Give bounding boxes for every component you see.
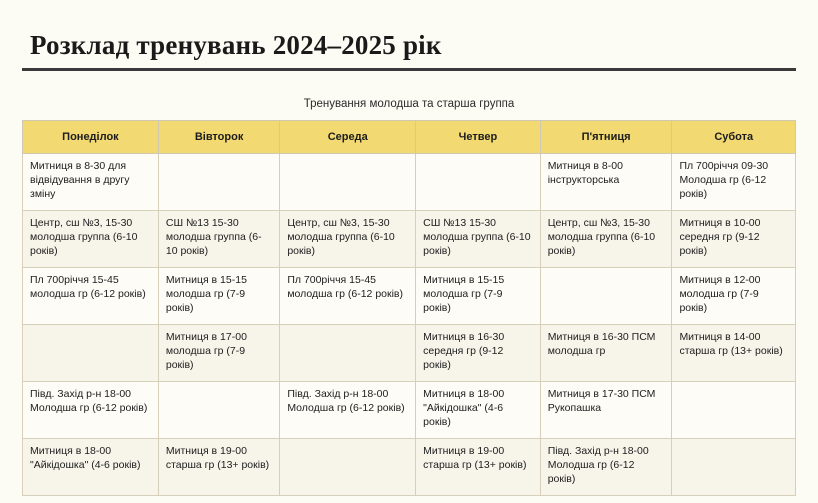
schedule-cell <box>416 268 541 325</box>
column-header-friday: П'ятниця <box>540 121 672 154</box>
cell-text: Центр, сш №3, 15-30 молодша группа (6-10 років) <box>287 217 395 257</box>
schedule-cell <box>23 268 159 325</box>
schedule-cell <box>416 211 541 268</box>
table-header <box>23 121 796 154</box>
table-row <box>23 154 796 211</box>
table-row <box>23 439 796 496</box>
schedule-cell <box>672 154 796 211</box>
cell-text: Митниця в 14-00 старша гр (13+ років) <box>679 331 783 357</box>
schedule-cell <box>672 439 796 496</box>
column-header-thursday: Четвер <box>416 121 541 154</box>
table-row <box>23 268 796 325</box>
column-header-tuesday: Вівторок <box>158 121 279 154</box>
title-divider <box>22 68 796 71</box>
cell-text: Митниця в 16-30 ПСМ молодша гр <box>547 331 656 357</box>
page-title: Розклад тренувань 2024–2025 рік <box>30 30 442 60</box>
cell-text: Центр, сш №3, 15-30 молодша группа (6-10 років) <box>547 217 656 257</box>
schedule-cell <box>23 325 159 382</box>
column-header-saturday: Субота <box>672 121 796 154</box>
schedule-cell <box>280 382 416 439</box>
schedule-cell <box>158 154 279 211</box>
cell-text: Пл 700річчя 09-30 Молодша гр (6-12 років) <box>679 160 769 200</box>
cell-text: Півд. Захід р-н 18-00 Молодша гр (6-12 років) <box>287 388 405 414</box>
schedule-cell <box>280 439 416 496</box>
schedule-cell <box>158 268 279 325</box>
table-row <box>23 325 796 382</box>
cell-text: Митниця в 16-30 середня гр (9-12 років) <box>423 331 505 371</box>
schedule-cell <box>672 325 796 382</box>
cell-text: Митниця в 8-30 для відвідування в другу зміну <box>30 160 130 200</box>
schedule-cell <box>280 211 416 268</box>
cell-text: Митниця в 19-00 старша гр (13+ років) <box>165 445 270 471</box>
schedule-cell <box>280 154 416 211</box>
schedule-cell <box>540 268 672 325</box>
schedule-cell <box>672 382 796 439</box>
schedule-cell <box>416 154 541 211</box>
schedule-subtitle: Тренування молодша та старша группа <box>303 98 515 110</box>
schedule-cell <box>416 325 541 382</box>
table-row <box>23 382 796 439</box>
schedule-cell <box>540 382 672 439</box>
cell-text: Митниця в 15-15 молодша гр (7-9 років) <box>165 274 247 314</box>
schedule-cell <box>280 268 416 325</box>
schedule-cell <box>23 211 159 268</box>
schedule-cell <box>540 211 672 268</box>
schedule-cell <box>158 439 279 496</box>
schedule-table <box>22 120 796 496</box>
schedule-cell <box>416 382 541 439</box>
schedule-cell <box>540 325 672 382</box>
cell-text: Митниця в 8-00 інструкторська <box>547 160 623 186</box>
cell-text: Митниця в 19-00 старша гр (13+ років) <box>423 445 527 471</box>
cell-text: Пл 700річчя 15-45 молодша гр (6-12 років) <box>30 274 146 300</box>
cell-text: Митниця в 12-00 молодша гр (7-9 років) <box>679 274 761 314</box>
schedule-cell <box>540 439 672 496</box>
schedule-cell <box>158 382 279 439</box>
schedule-cell <box>540 154 672 211</box>
cell-text: Півд. Захід р-н 18-00 Молодша гр (6-12 років) <box>547 445 649 485</box>
cell-text: СШ №13 15-30 молодша группа (6-10 років) <box>165 217 262 257</box>
table-row <box>23 211 796 268</box>
schedule-cell <box>672 211 796 268</box>
schedule-cell <box>23 154 159 211</box>
column-header-monday: Понеділок <box>23 121 159 154</box>
cell-text: Митниця в 17-30 ПСМ Рукопашка <box>547 388 656 414</box>
cell-text: Митниця в 15-15 молодша гр (7-9 років) <box>423 274 505 314</box>
title-block <box>22 0 796 71</box>
schedule-cell <box>23 439 159 496</box>
cell-text: Митниця в 17-00 молодша гр (7-9 років) <box>165 331 247 371</box>
table-body <box>23 154 796 496</box>
column-header-wednesday: Середа <box>280 121 416 154</box>
cell-text: Митниця в 18-00 "Айкідошка" (4-6 років) <box>423 388 505 428</box>
schedule-cell <box>158 211 279 268</box>
schedule-cell <box>280 325 416 382</box>
schedule-cell <box>158 325 279 382</box>
cell-text: Центр, сш №3, 15-30 молодша группа (6-10 років) <box>30 217 138 257</box>
cell-text: Митниця в 18-00 "Айкідошка" (4-6 років) <box>30 445 141 471</box>
cell-text: Пл 700річчя 15-45 молодша гр (6-12 років) <box>287 274 403 300</box>
schedule-cell <box>672 268 796 325</box>
cell-text: СШ №13 15-30 молодша группа (6-10 років) <box>423 217 531 257</box>
schedule-cell <box>416 439 541 496</box>
cell-text: Митниця в 10-00 середня гр (9-12 років) <box>679 217 761 257</box>
cell-text: Півд. Захід р-н 18-00 Молодша гр (6-12 років) <box>30 388 148 414</box>
table-header-row <box>23 121 796 154</box>
schedule-cell <box>23 382 159 439</box>
